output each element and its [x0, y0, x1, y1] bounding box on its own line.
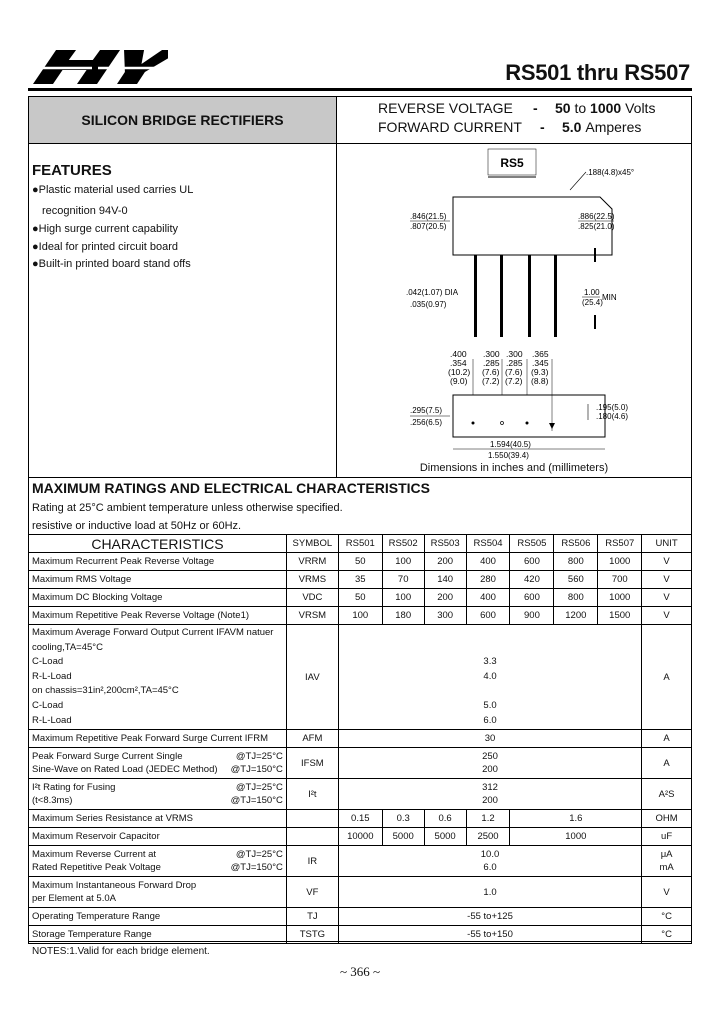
label-line: R-L-Load [32, 670, 72, 682]
row-unit: A [642, 748, 692, 779]
label-line: Peak Forward Surge Current Single [32, 751, 183, 763]
condition: @TJ=25°C [235, 751, 283, 763]
cell: 4.0 [483, 670, 497, 682]
unit-line: mA [659, 862, 674, 874]
lead-length-2: (25.4) [582, 298, 603, 307]
cell: 0.15 [338, 810, 382, 828]
cell: 700 [598, 571, 642, 589]
row-label: Storage Temperature Range [29, 926, 287, 944]
table-row [29, 748, 692, 779]
cell: 0.3 [382, 810, 424, 828]
row-label: Maximum Repetitive Peak Reverse Voltage (Note1) [29, 607, 287, 625]
cell: 70 [382, 571, 424, 589]
merged-cell: -55 to+125 [338, 908, 641, 926]
table-row [29, 846, 692, 877]
reverse-voltage-to: to [574, 100, 587, 116]
height-left-1: .846(21.5) [410, 212, 447, 221]
row-symbol [286, 828, 338, 846]
reverse-voltage-row [338, 99, 690, 118]
forward-current-label: FORWARD CURRENT [378, 119, 522, 135]
col-header: CHARACTERISTICS [29, 535, 287, 553]
divider-horizontal [29, 477, 691, 478]
table-header-row [29, 535, 692, 553]
col-header: RS502 [382, 535, 424, 553]
row-label [29, 779, 287, 810]
lead-length-1: 1.00 [584, 288, 600, 297]
row-symbol: TSTG [286, 926, 338, 944]
col-header: RS505 [510, 535, 554, 553]
cell: 180 [382, 607, 424, 625]
row-unit: A [642, 625, 692, 730]
sp2-d: (7.2) [482, 376, 500, 386]
cell: 400 [466, 553, 510, 571]
cell: 280 [466, 571, 510, 589]
condition: @TJ=150°C [230, 795, 283, 807]
chamfer-leader [570, 172, 586, 190]
row-label: Maximum DC Blocking Voltage [29, 589, 287, 607]
package-outline-diagram [338, 145, 690, 461]
sp1-c: (10.2) [448, 367, 471, 377]
sp2-a: .300 [483, 349, 500, 359]
width-dim-2: 1.550(39.4) [488, 451, 529, 460]
col-header: RS507 [598, 535, 642, 553]
row-symbol: AFM [286, 730, 338, 748]
label-line: cooling,TA=45°C [32, 641, 103, 653]
condition: @TJ=150°C [230, 764, 283, 776]
lead-2 [500, 255, 503, 337]
lead-dia-1: .042(1.07) DIA [406, 288, 459, 297]
cell: 6.0 [483, 862, 497, 874]
label-line: per Element at 5.0A [32, 893, 116, 905]
page-number: ~ 366 ~ [339, 964, 381, 979]
condition: @TJ=25°C [235, 782, 283, 794]
reverse-voltage-label: REVERSE VOLTAGE [378, 100, 513, 116]
col-header: UNIT [642, 535, 692, 553]
cell: 312 [482, 782, 498, 794]
cell: 5.0 [483, 699, 497, 711]
row-label [29, 877, 287, 908]
row-label: Operating Temperature Range [29, 908, 287, 926]
unit-line: μA [660, 849, 673, 861]
package-label: RS5 [500, 156, 524, 170]
feature-item: ●High surge current capability [32, 223, 179, 235]
lead-dia-2: .035(0.97) [410, 300, 447, 309]
feature-item: ●Plastic material used carries UL [32, 184, 194, 196]
cell: 5000 [424, 828, 466, 846]
row-label: Maximum Reservoir Capacitor [29, 828, 287, 846]
cell: 300 [424, 607, 466, 625]
row-label: Maximum Series Resistance at VRMS [29, 810, 287, 828]
table-row [29, 625, 692, 730]
side-dim-1: .195(5.0) [596, 403, 629, 412]
row-unit: V [642, 877, 692, 908]
row-symbol: VF [286, 877, 338, 908]
row-label: Maximum Repetitive Peak Forward Surge Current IFRM [29, 730, 287, 748]
header-rule [28, 88, 692, 91]
dimensions-caption: Dimensions in inches and (millimeters) [419, 462, 609, 474]
ratings-title: MAXIMUM RATINGS AND ELECTRICAL CHARACTERISTICS [32, 480, 430, 496]
sp4-c: (9.3) [531, 367, 549, 377]
row-unit [642, 846, 692, 877]
label-line: Sine-Wave on Rated Load (JEDEC Method) [32, 764, 218, 776]
feature-item: recognition 94V-0 [42, 205, 128, 217]
height-right-1: .886(22.5) [578, 212, 615, 221]
col-header: RS501 [338, 535, 382, 553]
col-header: RS504 [466, 535, 510, 553]
pin-marker [501, 422, 504, 425]
row-symbol: IAV [286, 625, 338, 730]
lead-length-bottom-marker [594, 315, 596, 329]
sp3-a: .300 [506, 349, 523, 359]
merged-cell: 1.0 [338, 877, 641, 908]
height-right-2: .825(21.0) [578, 222, 615, 231]
cell: 900 [510, 607, 554, 625]
row-symbol: IFSM [286, 748, 338, 779]
lead-length-3: MIN [602, 293, 617, 302]
table-row [29, 730, 692, 748]
forward-current-dash: - [540, 119, 545, 135]
forward-current-unit: Amperes [585, 119, 642, 135]
cell: 100 [382, 553, 424, 571]
col-header: SYMBOL [286, 535, 338, 553]
row-unit: V [642, 589, 692, 607]
sp3-d: (7.2) [505, 376, 523, 386]
table-row [29, 926, 692, 944]
cell: 140 [424, 571, 466, 589]
ratings-summary [338, 99, 690, 141]
label-line: Maximum Average Forward Output Current IFAVM natuer [32, 627, 274, 638]
table-row [29, 589, 692, 607]
label-line: Maximum Reverse Current at [32, 849, 157, 861]
merged-cell: 1000 [510, 828, 642, 846]
forward-current-row [338, 118, 690, 137]
cell: 10.0 [480, 849, 500, 861]
lead-1 [474, 255, 477, 337]
pin-marker [549, 423, 555, 429]
cell: 5000 [382, 828, 424, 846]
row-label [29, 846, 287, 877]
row-label: Maximum RMS Voltage [29, 571, 287, 589]
merged-cell [338, 846, 641, 877]
sp4-a: .365 [532, 349, 549, 359]
cell: 1.2 [466, 810, 510, 828]
row-unit: V [642, 607, 692, 625]
row-unit: V [642, 553, 692, 571]
row-symbol [286, 810, 338, 828]
table-row [29, 779, 692, 810]
label-line: (t<8.3ms) [32, 795, 73, 807]
cell: 1500 [598, 607, 642, 625]
package-side-view [453, 395, 605, 437]
cell: 600 [466, 607, 510, 625]
row-unit: °C [642, 926, 692, 944]
cell: 50 [338, 553, 382, 571]
label-line: C-Load [32, 656, 64, 668]
cell: 3.3 [483, 656, 497, 668]
feature-item: ●Ideal for printed circuit board [32, 241, 179, 253]
cell: 560 [554, 571, 598, 589]
reverse-voltage-min: 50 [555, 100, 571, 116]
pin-spacing-dims [448, 349, 549, 386]
cell: 100 [338, 607, 382, 625]
table-row [29, 607, 692, 625]
merged-cell [338, 748, 641, 779]
label-line: I²t Rating for Fusing [32, 782, 116, 794]
cell: 6.0 [483, 714, 497, 726]
merged-cell [338, 625, 641, 730]
cell: 200 [482, 764, 498, 776]
row-symbol: I²t [286, 779, 338, 810]
features-title: FEATURES [32, 162, 112, 179]
cell: 1000 [598, 553, 642, 571]
body-height-2: .256(6.5) [410, 418, 443, 427]
sp1-b: .354 [450, 358, 467, 368]
row-unit: °C [642, 908, 692, 926]
feature-item: ●Built-in printed board stand offs [32, 258, 191, 270]
label-line: R-L-Load [32, 714, 72, 726]
table-row [29, 571, 692, 589]
cell: 800 [554, 589, 598, 607]
width-dim-1: 1.594(40.5) [490, 440, 531, 449]
footnote: NOTES:1.Valid for each bridge element. [32, 946, 210, 957]
table-row [29, 810, 692, 828]
cell: 400 [466, 589, 510, 607]
cell: 0.6 [424, 810, 466, 828]
row-symbol: VDC [286, 589, 338, 607]
row-symbol: IR [286, 846, 338, 877]
label-line: Rated Repetitive Peak Voltage [32, 862, 161, 874]
cell: 1200 [554, 607, 598, 625]
cell: 800 [554, 553, 598, 571]
reverse-voltage-dash: - [533, 100, 538, 116]
reverse-voltage-max: 1000 [590, 100, 622, 116]
forward-current-value: 5.0 [562, 119, 582, 135]
label-line: on chassis=31in²,200cm²,TA=45°C [32, 685, 179, 697]
pin-marker [526, 422, 529, 425]
label-line: Maximum Instantaneous Forward Drop [32, 880, 197, 892]
divider-horizontal [29, 143, 691, 144]
pin-marker [472, 422, 475, 425]
cell: 2500 [466, 828, 510, 846]
row-unit: OHM [642, 810, 692, 828]
sp1-a: .400 [450, 349, 467, 359]
row-unit: V [642, 571, 692, 589]
row-label [29, 625, 287, 730]
cell: 250 [482, 751, 498, 763]
cell: 200 [482, 795, 498, 807]
sp3-b: .285 [506, 358, 523, 368]
cell: 420 [510, 571, 554, 589]
row-symbol: VRRM [286, 553, 338, 571]
reverse-voltage-unit: Volts [625, 100, 656, 116]
sp2-c: (7.6) [482, 367, 500, 377]
row-symbol: VRSM [286, 607, 338, 625]
label-line: C-Load [32, 699, 64, 711]
cell: 200 [424, 589, 466, 607]
cell: 1000 [598, 589, 642, 607]
condition: @TJ=150°C [230, 862, 283, 874]
table-row [29, 908, 692, 926]
sp4-d: (8.8) [531, 376, 549, 386]
lead-3 [528, 255, 531, 337]
table-row [29, 553, 692, 571]
cell: 200 [424, 553, 466, 571]
table-row [29, 877, 692, 908]
product-family-title: SILICON BRIDGE RECTIFIERS [29, 97, 336, 143]
cell: 35 [338, 571, 382, 589]
chamfer-dim: .188(4.8)x45° [586, 168, 635, 177]
body-height-1: .295(7.5) [410, 406, 443, 415]
sp2-b: .285 [483, 358, 500, 368]
table-row [29, 828, 692, 846]
side-dim-2: .180(4.6) [596, 412, 629, 421]
ratings-note: resistive or inductive load at 50Hz or 60Hz. [32, 520, 242, 532]
col-header: RS503 [424, 535, 466, 553]
merged-cell [338, 779, 641, 810]
row-unit: A [642, 730, 692, 748]
row-label [29, 748, 287, 779]
sp3-c: (7.6) [505, 367, 523, 377]
cell: 10000 [338, 828, 382, 846]
lead-4 [554, 255, 557, 337]
sp4-b: .345 [532, 358, 549, 368]
row-unit: uF [642, 828, 692, 846]
sp1-d: (9.0) [450, 376, 468, 386]
hy-logo [28, 44, 168, 90]
page-title: RS501 thru RS507 [505, 60, 690, 85]
ratings-note: Rating at 25°C ambient temperature unless otherwise specified. [32, 502, 343, 514]
cell: 600 [510, 553, 554, 571]
merged-cell: -55 to+150 [338, 926, 641, 944]
cell: 100 [382, 589, 424, 607]
row-symbol: TJ [286, 908, 338, 926]
row-label: Maximum Recurrent Peak Reverse Voltage [29, 553, 287, 571]
row-unit: A²S [642, 779, 692, 810]
cell: 50 [338, 589, 382, 607]
col-header: RS506 [554, 535, 598, 553]
merged-cell: 1.6 [510, 810, 642, 828]
row-symbol: VRMS [286, 571, 338, 589]
characteristics-table [28, 534, 692, 944]
divider-vertical [336, 97, 337, 477]
height-left-2: .807(20.5) [410, 222, 447, 231]
lead-length-top-marker [594, 248, 596, 262]
condition: @TJ=25°C [235, 849, 283, 861]
cell: 600 [510, 589, 554, 607]
merged-cell: 30 [338, 730, 641, 748]
